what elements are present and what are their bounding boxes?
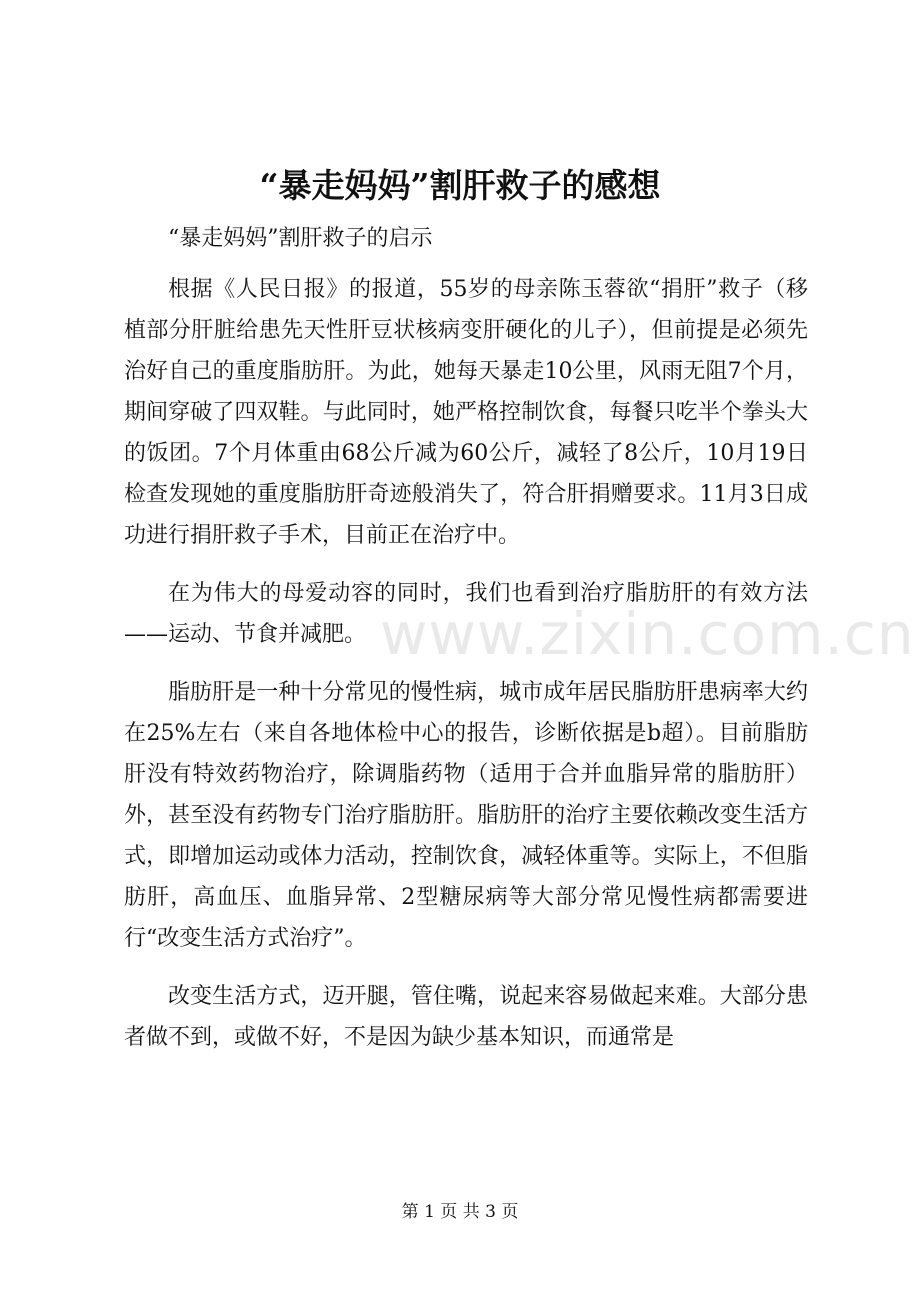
watermark: www.zixin.com.cn bbox=[380, 600, 915, 668]
document-subtitle: “暴走妈妈”割肝救子的启示 bbox=[168, 226, 433, 251]
paragraph: 脂肪肝是一种十分常见的慢性病，城市成年居民脂肪肝患病率大约在25%左右（来自各地体检中心的报告，诊断依据是b超）。目前脂肪肝没有特效药物治疗，除调脂药物（适用于合并血脂异常的脂肪肝）外，甚至没有药物专门治疗脂肪肝。脂肪肝的治疗主要依赖改变生活方式，即增加运动或体力活动，控制饮食，减轻体重等。实际上，不但脂肪肝，高血压、血脂异常、2型糖尿病等大部分常见慢性病都需要进行“改变生活方式治疗”。 bbox=[124, 680, 808, 951]
document-title: “暴走妈妈”割肝救子的感想 bbox=[259, 166, 661, 205]
document-body bbox=[124, 218, 808, 1075]
page-footer: 第 1 页 共 3 页 bbox=[401, 1202, 519, 1222]
paragraph: 在为伟大的母爱动容的同时，我们也看到治疗脂肪肝的有效方法——运动、节食并减肥。 bbox=[124, 581, 808, 647]
paragraph: 改变生活方式，迈开腿，管住嘴，说起来容易做起来难。大部分患者做不到，或做不好，不是因为缺少基本知识，而通常是 bbox=[124, 984, 808, 1050]
paragraph: 根据《人民日报》的报道，55岁的母亲陈玉蓉欲“捐肝”救子（移植部分肝脏给患先天性肝豆状核病变肝硬化的儿子），但前提是必须先治好自己的重度脂肪肝。为此，她每天暴走10公里，风雨无阻7个月，期间穿破了四双鞋。与此同时，她严格控制饮食，每餐只吃半个拳头大的饭团。7个月体重由68公斤减为60公斤，减轻了8公斤，10月19日检查发现她的重度脂肪肝奇迹般消失了，符合肝捐赠要求。11月3日成功进行捐肝救子手术，目前正在治疗中。 bbox=[124, 277, 808, 548]
